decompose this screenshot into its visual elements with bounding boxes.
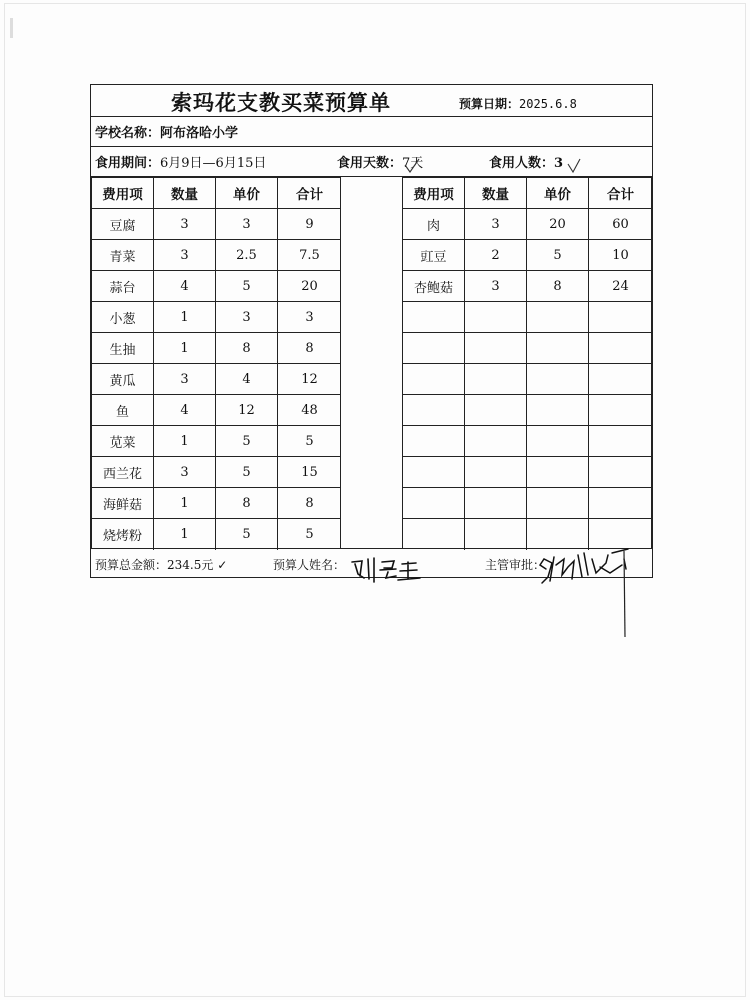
right-cell-item [403,457,465,488]
left-header-item: 费用项 [92,178,154,209]
period-value: 6月9日—6月15日 [160,156,267,171]
right-cell-quantity: 3 [465,271,527,302]
right-cell-subtotal [589,426,652,457]
left-item-table [91,177,341,549]
right-cell-item: 肉 [403,209,465,240]
left-cell-item: 苋菜 [92,426,154,457]
right-cell-unit-price [527,395,589,426]
right-cell-unit-price [527,457,589,488]
days-value: 7天 [402,156,424,171]
left-cell-subtotal: 9 [278,209,341,240]
left-cell-item: 青菜 [92,240,154,271]
right-cell-item [403,426,465,457]
left-cell-subtotal: 12 [278,364,341,395]
form-title: 索玛花支教买菜预算单 [171,90,391,115]
left-cell-unit-price: 5 [216,519,278,550]
left-header-quantity: 数量 [154,178,216,209]
left-cell-item: 小葱 [92,302,154,333]
right-cell-quantity [465,333,527,364]
right-cell-unit-price [527,333,589,364]
left-cell-item: 生抽 [92,333,154,364]
period-label: 食用期间： [95,156,161,171]
right-cell-quantity [465,364,527,395]
left-cell-quantity: 3 [154,240,216,271]
left-cell-item: 鱼 [92,395,154,426]
left-cell-unit-price: 5 [216,426,278,457]
left-cell-unit-price: 2.5 [216,240,278,271]
right-header-quantity: 数量 [465,178,527,209]
left-header-unit-price: 单价 [216,178,278,209]
budget-form [90,84,653,578]
right-cell-quantity [465,519,527,550]
right-cell-subtotal: 60 [589,209,652,240]
left-cell-subtotal: 5 [305,527,314,542]
right-header-unit-price: 单价 [527,178,589,209]
people-value: 3 [554,156,564,171]
left-cell-quantity: 1 [154,488,216,519]
right-cell-subtotal [589,395,652,426]
people-check-icon [566,159,582,175]
total-check-icon: ✓ [217,558,228,572]
right-cell-item [403,488,465,519]
people-field [489,152,563,171]
right-cell-quantity: 2 [465,240,527,271]
budget-date-value: 2025.6.8 [519,97,577,111]
left-cell-subtotal: 8 [278,333,341,364]
left-cell-item: 豆腐 [92,209,154,240]
right-cell-item [403,395,465,426]
left-cell-subtotal: 3 [278,302,341,333]
left-cell-quantity: 3 [154,364,216,395]
budget-date-label: 预算日期： [459,97,520,111]
right-cell-subtotal [589,364,652,395]
total-label: 预算总金额： [95,558,168,572]
right-cell-quantity [465,395,527,426]
right-cell-subtotal: 10 [589,240,652,271]
left-cell-quantity: 1 [154,302,216,333]
people-label: 食用人数： [489,156,555,171]
right-cell-quantity [465,457,527,488]
right-cell-unit-price: 20 [527,209,589,240]
left-cell-subtotal: 7.5 [278,240,341,271]
left-cell-subtotal: 8 [278,488,341,519]
right-header-item: 费用项 [403,178,465,209]
right-cell-subtotal [589,333,652,364]
right-header-subtotal: 合计 [589,178,652,209]
period-field [95,152,266,171]
left-cell-unit-price: 3 [216,302,278,333]
right-cell-subtotal: 24 [589,271,652,302]
left-header-subtotal: 合计 [278,178,341,209]
left-cell-subtotal: 48 [278,395,341,426]
left-cell-quantity: 1 [154,426,216,457]
right-cell-unit-price: 5 [527,240,589,271]
approver-signature [538,545,638,637]
left-cell-item: 西兰花 [92,457,154,488]
left-cell-unit-price: 8 [216,333,278,364]
school-field [95,122,238,141]
right-cell-item [403,364,465,395]
right-cell-subtotal [589,302,652,333]
period-row [91,147,652,177]
total-value: 234.5元 [167,558,214,572]
school-name: 阿布洛哈小学 [160,126,239,141]
left-cell-subtotal: 15 [278,457,341,488]
left-cell-quantity: 1 [154,333,216,364]
right-cell-quantity [465,426,527,457]
right-cell-item [403,519,465,550]
left-cell-subtotal: 5 [278,426,341,457]
form-header-row [91,85,652,117]
total-field [95,556,227,573]
left-cell-unit-price: 3 [216,209,278,240]
left-cell-unit-price: 8 [216,488,278,519]
right-cell-unit-price: 8 [527,271,589,302]
school-label: 学校名称： [95,126,161,141]
budget-date [459,95,577,112]
right-cell-item: 杏鲍菇 [403,271,465,302]
approver-label: 主管审批： [485,558,546,572]
left-cell-unit-price: 4 [216,364,278,395]
right-cell-unit-price [527,302,589,333]
left-cell-quantity: 1 [154,519,216,550]
preparer-label: 预算人姓名： [273,558,346,572]
left-cell-quantity: 4 [154,395,216,426]
right-cell-unit-price [527,364,589,395]
right-cell-quantity [465,488,527,519]
left-cell-subtotal: 20 [278,271,341,302]
preparer-signature [350,556,430,586]
right-cell-item [403,302,465,333]
left-cell-quantity: 3 [154,209,216,240]
center-spacer [341,177,403,549]
left-cell-quantity: 3 [154,457,216,488]
days-check-icon [403,159,421,175]
left-cell-unit-price: 5 [216,271,278,302]
left-cell-item: 黄瓜 [92,364,154,395]
right-item-table [402,177,652,549]
right-cell-item: 豇豆 [403,240,465,271]
left-cell-unit-price: 5 [216,457,278,488]
right-cell-quantity [465,302,527,333]
left-cell-item: 烧烤粉 [92,519,154,550]
left-cell-quantity: 4 [154,271,216,302]
right-cell-quantity: 3 [465,209,527,240]
right-cell-unit-price [527,488,589,519]
school-row [91,117,652,147]
right-cell-subtotal [589,488,652,519]
right-cell-item [403,333,465,364]
left-cell-item: 海鲜菇 [92,488,154,519]
right-cell-subtotal [589,457,652,488]
left-cell-item: 蒜台 [92,271,154,302]
scan-artifact [10,18,13,38]
right-cell-unit-price [527,426,589,457]
left-cell-unit-price: 12 [216,395,278,426]
days-label: 食用天数： [337,156,403,171]
